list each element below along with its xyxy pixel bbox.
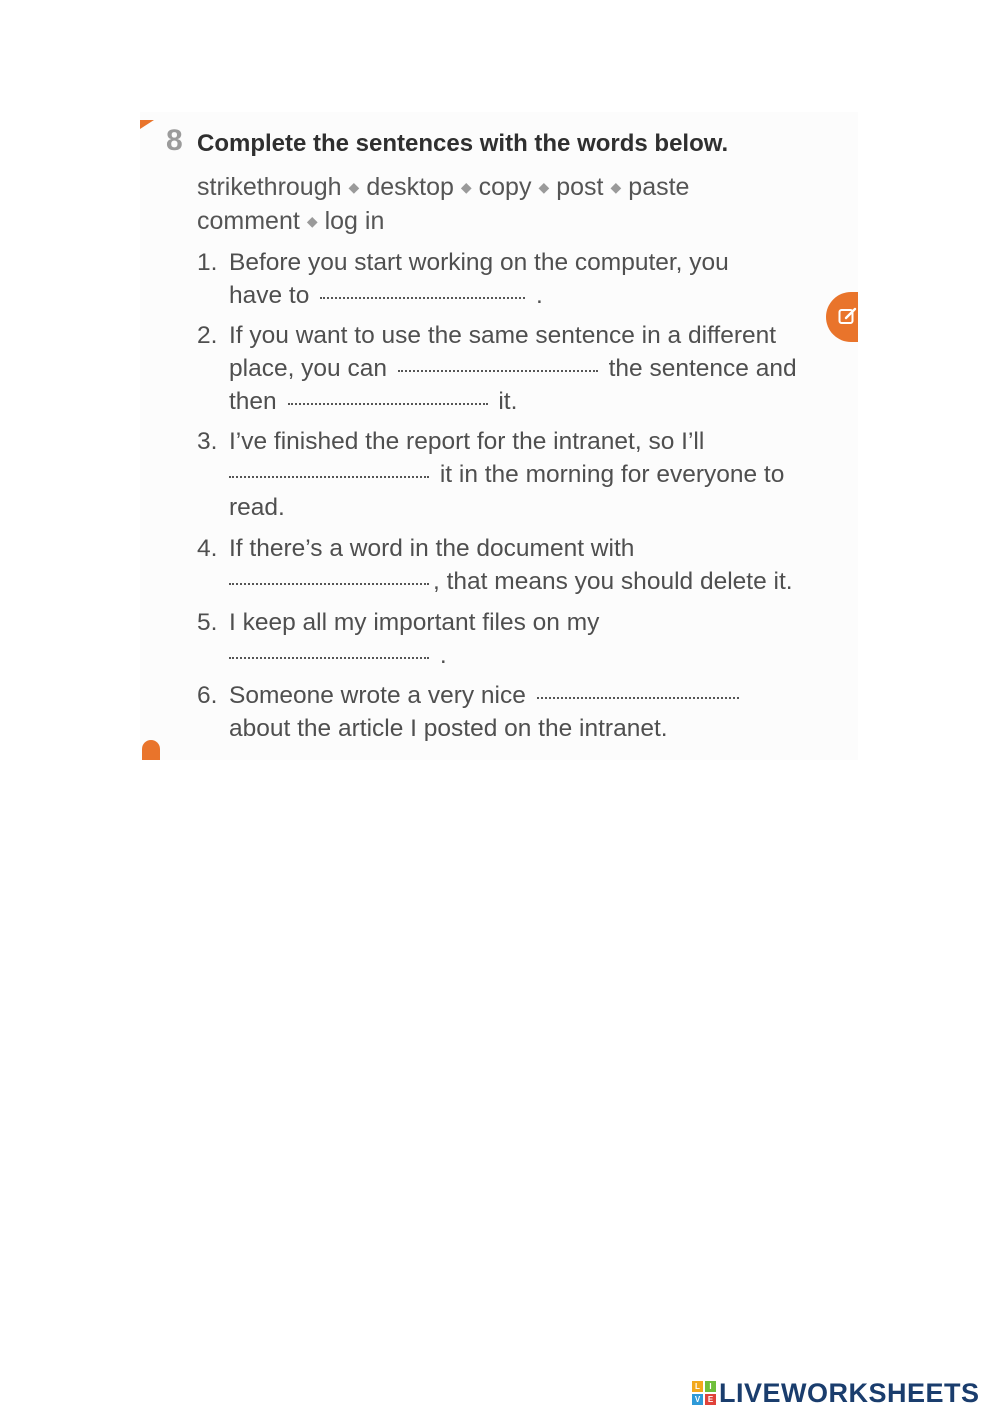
item-text: about the article I posted on the intranet. [229, 715, 668, 742]
word-bank-word: paste [628, 173, 690, 201]
pencil-edit-icon [838, 306, 858, 326]
item-text: then [229, 388, 277, 415]
item-text: . [536, 282, 543, 309]
item-text: . [439, 642, 447, 669]
logo-cube: V [692, 1394, 703, 1405]
answer-blank[interactable] [229, 581, 429, 585]
word-bank-word: log in [324, 207, 385, 235]
item-text: I’ve finished the report for the intranet, so I’ll [229, 428, 705, 455]
exercise-title: Complete the sentences with the words below. [197, 130, 729, 157]
separator-icon: ◆ [348, 179, 360, 195]
item-number: 6. [197, 682, 218, 709]
separator-icon: ◆ [538, 179, 550, 195]
word-bank-word: comment [197, 207, 300, 235]
separator-icon: ◆ [610, 179, 622, 195]
item-text: have to [229, 282, 310, 309]
item-number: 5. [197, 609, 218, 636]
item-text: I keep all my important files on my [229, 609, 600, 636]
exercise-number: 8 [166, 124, 183, 157]
logo-cube: L [692, 1381, 703, 1392]
item-text: If you want to use the same sentence in a different [229, 322, 777, 349]
item-number: 1. [197, 249, 218, 276]
item-text: Someone wrote a very nice [229, 682, 526, 709]
exercise-panel [140, 112, 858, 760]
corner-marker [140, 120, 154, 129]
answer-blank[interactable] [320, 295, 525, 299]
list-item [197, 425, 837, 524]
item-number: 4. [197, 535, 218, 562]
separator-icon: ◆ [460, 179, 472, 195]
item-text: If there’s a word in the document with [229, 535, 635, 562]
list-item [197, 679, 837, 745]
item-text: read. [229, 494, 285, 521]
liveworksheets-logo [692, 1378, 980, 1408]
item-text: it in the morning for everyone to [439, 461, 785, 488]
word-bank-word: post [556, 173, 604, 201]
logo-cube: E [705, 1394, 716, 1405]
list-item [197, 246, 837, 312]
word-bank-word: copy [478, 173, 532, 201]
item-text: it. [498, 388, 518, 415]
logo-cubes-icon [692, 1381, 716, 1405]
separator-icon: ◆ [306, 213, 318, 229]
item-number: 2. [197, 322, 218, 349]
logo-cube: I [705, 1381, 716, 1392]
item-text: the sentence and [608, 355, 797, 382]
answer-blank[interactable] [288, 401, 488, 405]
word-bank-word: strikethrough [197, 173, 342, 201]
answer-blank[interactable] [537, 695, 739, 699]
item-number: 3. [197, 428, 218, 455]
word-bank-word: desktop [366, 173, 454, 201]
corner-marker [142, 740, 160, 760]
list-item [197, 606, 837, 672]
item-text: place, you can [229, 355, 387, 382]
list-item [197, 319, 837, 418]
item-text: , that means you should delete it. [433, 568, 793, 595]
answer-blank[interactable] [398, 368, 598, 372]
logo-text: LIVEWORKSHEETS [719, 1377, 980, 1408]
list-item [197, 532, 837, 598]
answer-blank[interactable] [229, 474, 429, 478]
word-bank [197, 170, 837, 238]
answer-blank[interactable] [229, 655, 429, 659]
item-text: Before you start working on the computer, you [229, 249, 729, 276]
